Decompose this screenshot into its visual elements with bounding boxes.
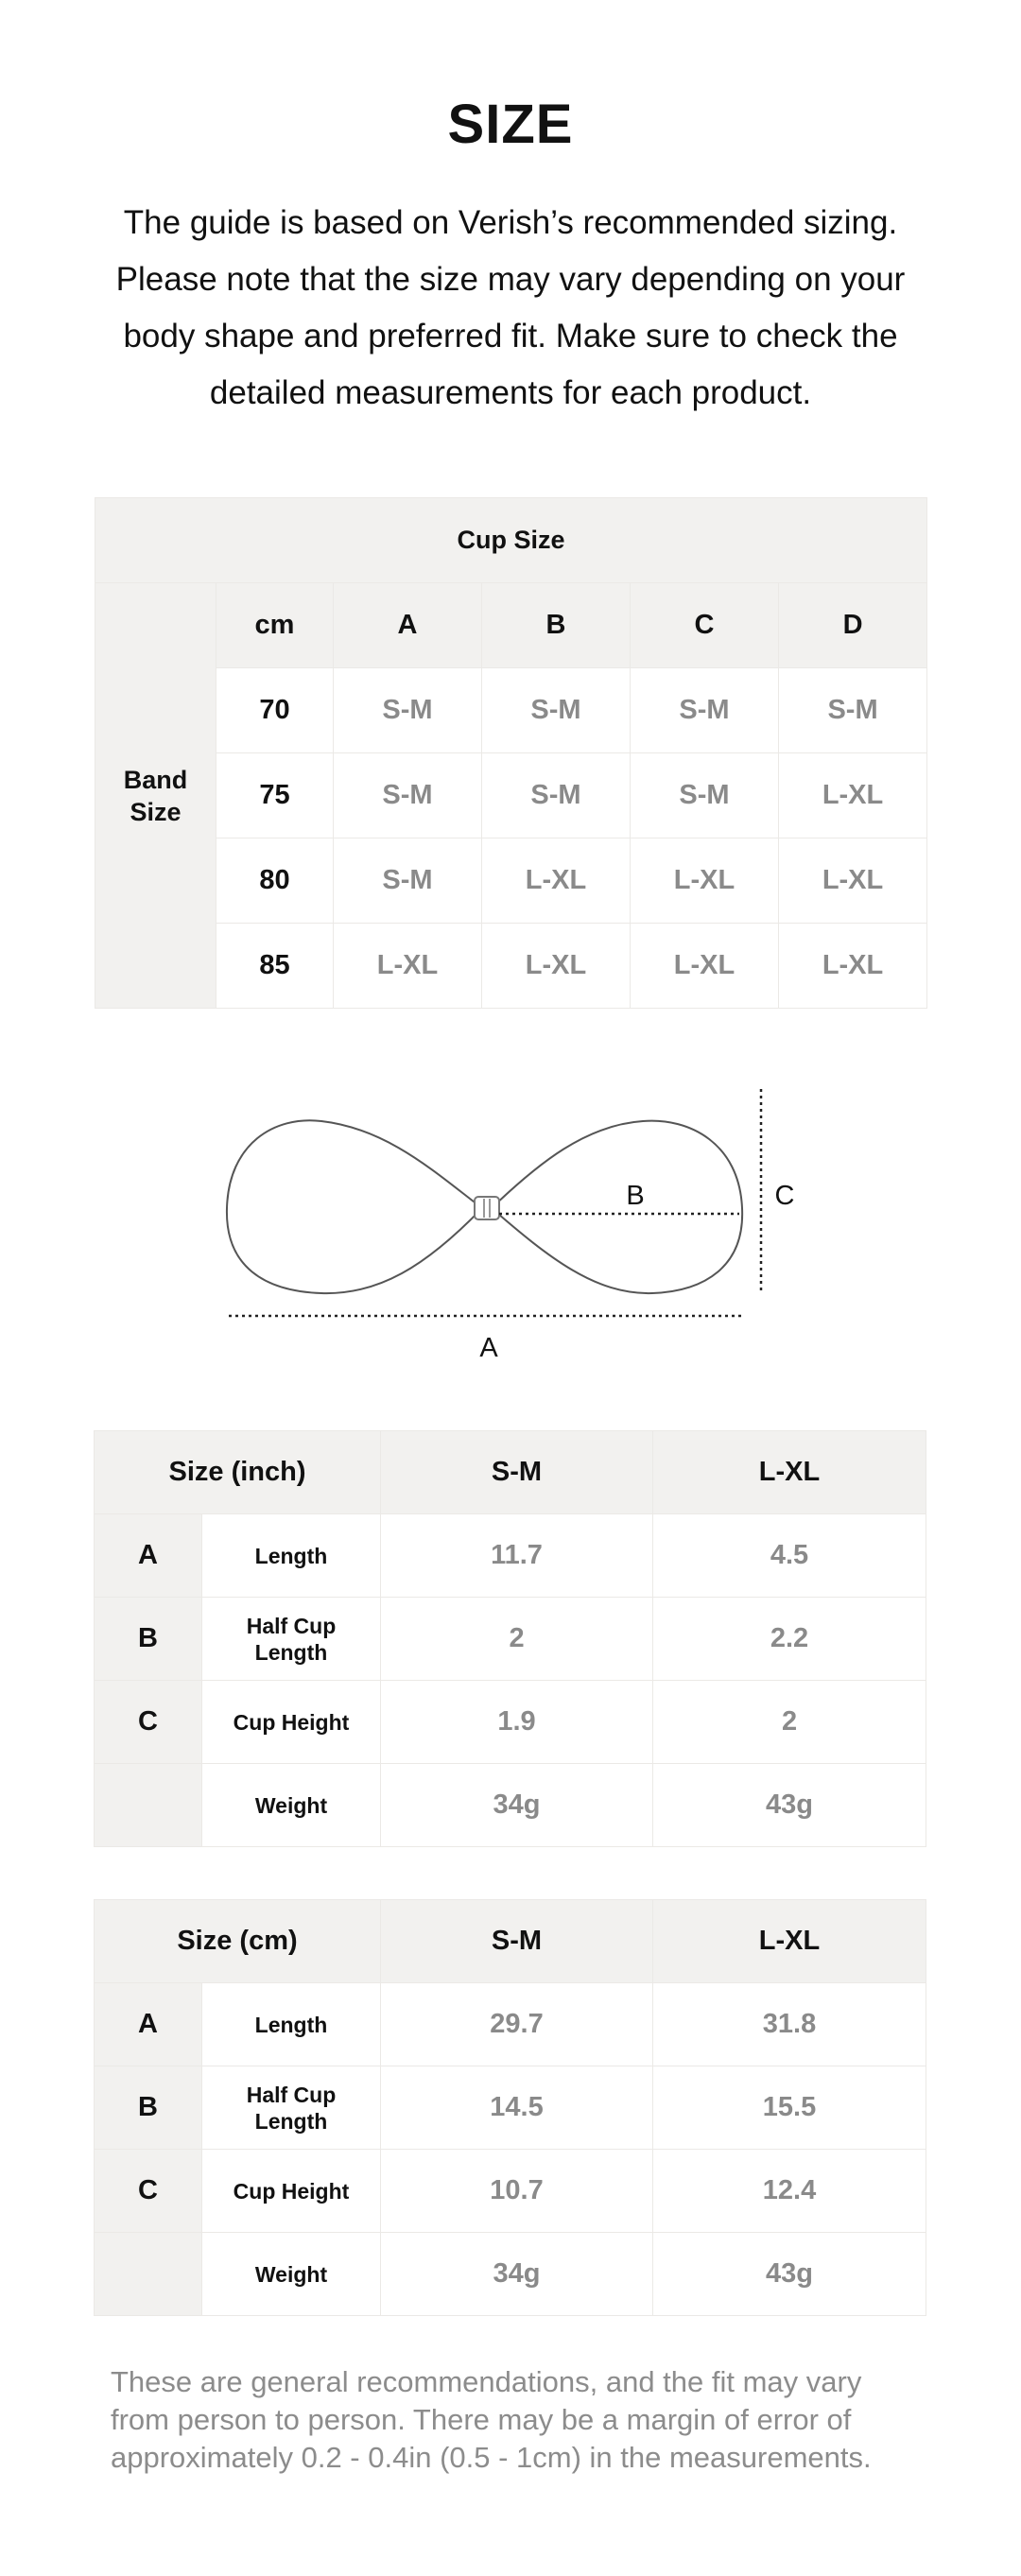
size-header: L-XL: [653, 1431, 926, 1514]
measure-value: 4.5: [653, 1514, 926, 1598]
size-cell: L-XL: [631, 838, 779, 924]
table-row: [95, 1598, 926, 1681]
inch-measurement-table: [94, 1430, 926, 1847]
size-cell: L-XL: [482, 924, 631, 1009]
size-cell: L-XL: [779, 838, 927, 924]
unit-header: Size (cm): [95, 1900, 381, 1983]
table-row: [95, 924, 927, 1009]
size-cell: L-XL: [779, 924, 927, 1009]
size-cell: S-M: [334, 668, 482, 753]
table-row: [95, 753, 927, 838]
table-row: [95, 1681, 926, 1764]
size-cell: S-M: [334, 838, 482, 924]
cup-header: D: [779, 583, 927, 668]
size-cell: S-M: [482, 668, 631, 753]
disclaimer-note: [111, 2363, 924, 2477]
measure-value: 12.4: [653, 2150, 926, 2233]
table-row: [95, 1514, 926, 1598]
intro-line: body shape and preferred fit. Make sure to check the: [123, 318, 898, 354]
measure-value: 11.7: [381, 1514, 653, 1598]
measure-value: 10.7: [381, 2150, 653, 2233]
size-cell: S-M: [334, 753, 482, 838]
band-size-label: [95, 583, 216, 1009]
intro-text: [85, 195, 936, 422]
measure-letter: A: [95, 1514, 202, 1598]
measure-letter: [95, 2233, 202, 2316]
unit-header: Size (inch): [95, 1431, 381, 1514]
measure-value: 29.7: [381, 1983, 653, 2066]
cup-size-caption: Cup Size: [95, 498, 927, 583]
size-header: S-M: [381, 1900, 653, 1983]
measure-value: 14.5: [381, 2066, 653, 2150]
band-value: 80: [216, 838, 334, 924]
cm-measurement-table: [94, 1899, 926, 2316]
measure-label: Length: [202, 1514, 381, 1598]
measure-letter: B: [95, 2066, 202, 2150]
measure-value: 43g: [653, 1764, 926, 1847]
cup-size-table: [95, 497, 927, 1009]
intro-line: Please note that the size may vary depending on your: [115, 261, 906, 298]
size-header: L-XL: [653, 1900, 926, 1983]
band-value: 70: [216, 668, 334, 753]
measure-label: Cup Height: [202, 2150, 381, 2233]
note-line: approximately 0.2 - 0.4in (0.5 - 1cm) in the measurements.: [111, 2441, 872, 2474]
label-c: C: [774, 1181, 795, 1211]
table-row: [95, 838, 927, 924]
intro-line: detailed measurements for each product.: [209, 374, 812, 411]
size-cell: L-XL: [334, 924, 482, 1009]
measure-value: 34g: [381, 2233, 653, 2316]
table-row: [95, 2233, 926, 2316]
band-value: 75: [216, 753, 334, 838]
table-row: [95, 2066, 926, 2150]
table-row: [95, 1764, 926, 1847]
cup-header: A: [334, 583, 482, 668]
measure-label: Length: [202, 1983, 381, 2066]
band-size-text: Band Size: [123, 765, 188, 826]
measure-letter: [95, 1764, 202, 1847]
measure-value: 15.5: [653, 2066, 926, 2150]
measure-value: 43g: [653, 2233, 926, 2316]
cup-header: B: [482, 583, 631, 668]
intro-line: The guide is based on Verish’s recommended sizing.: [123, 204, 898, 241]
measure-value: 1.9: [381, 1681, 653, 1764]
measure-letter: C: [95, 2150, 202, 2233]
measure-label-text: Half Cup Length: [246, 2082, 337, 2134]
left-cup-outline: [227, 1120, 482, 1293]
size-cell: S-M: [482, 753, 631, 838]
cup-header: C: [631, 583, 779, 668]
measure-letter: B: [95, 1598, 202, 1681]
measure-label: [202, 1598, 381, 1681]
size-cell: S-M: [631, 753, 779, 838]
measure-label: Weight: [202, 1764, 381, 1847]
size-cell: L-XL: [482, 838, 631, 924]
label-b: B: [626, 1181, 645, 1211]
table-row: [95, 1983, 926, 2066]
size-cell: S-M: [631, 668, 779, 753]
measure-letter: C: [95, 1681, 202, 1764]
measure-value: 2: [653, 1681, 926, 1764]
measure-value: 2.2: [653, 1598, 926, 1681]
measure-label: [202, 2066, 381, 2150]
band-value: 85: [216, 924, 334, 1009]
right-cup-outline: [492, 1121, 742, 1293]
note-line: These are general recommendations, and the fit may vary: [111, 2365, 862, 2398]
size-cell: L-XL: [631, 924, 779, 1009]
measure-value: 2: [381, 1598, 653, 1681]
size-cell: L-XL: [779, 753, 927, 838]
measure-label: Cup Height: [202, 1681, 381, 1764]
measure-label: Weight: [202, 2233, 381, 2316]
measure-value: 31.8: [653, 1983, 926, 2066]
bra-measurement-diagram: [208, 1068, 813, 1371]
note-line: from person to person. There may be a margin of error of: [111, 2403, 852, 2436]
page-title: SIZE: [447, 94, 574, 155]
measure-value: 34g: [381, 1764, 653, 1847]
measure-letter: A: [95, 1983, 202, 2066]
measure-label-text: Half Cup Length: [246, 1613, 337, 1665]
size-cell: S-M: [779, 668, 927, 753]
table-row: [95, 668, 927, 753]
label-a: A: [479, 1333, 498, 1363]
size-header: S-M: [381, 1431, 653, 1514]
table-row: [95, 2150, 926, 2233]
unit-header: cm: [216, 583, 334, 668]
center-clasp-icon: [475, 1197, 499, 1219]
